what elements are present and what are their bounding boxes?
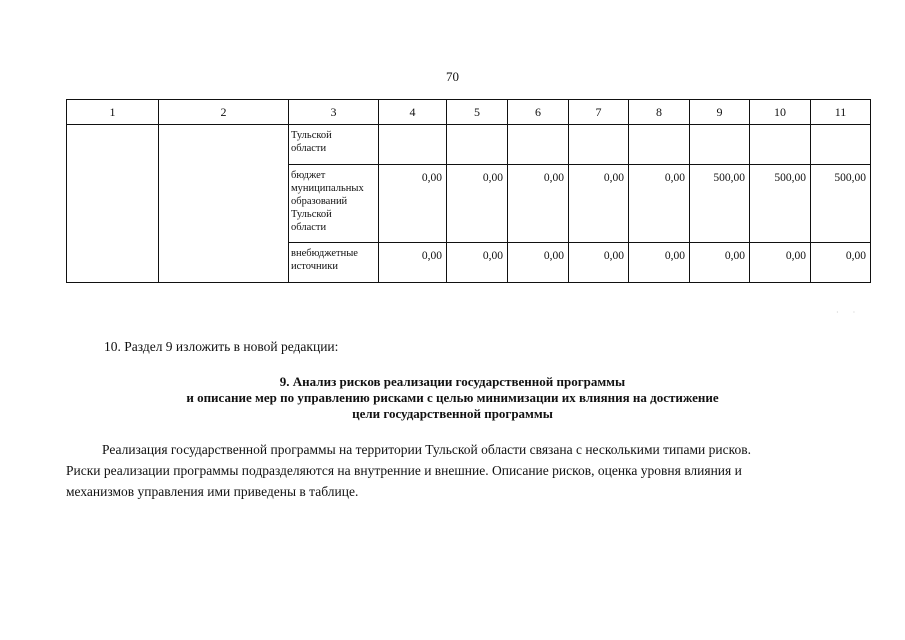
- value-cell: 0,00: [629, 243, 690, 283]
- amendment-instruction: 10. Раздел 9 изложить в новой редакции:: [104, 339, 339, 354]
- value-cell: 0,00: [629, 165, 690, 243]
- section-heading: [0, 374, 905, 422]
- paragraph-line: Реализация государственной программы на территории Тульской области связана с несколькими типами рисков.: [102, 442, 751, 457]
- source-line: области: [291, 143, 327, 154]
- scan-artifact: · ·: [836, 308, 862, 317]
- source-line: бюджет: [291, 170, 326, 181]
- value-cell: [629, 125, 690, 165]
- value-cell: 0,00: [750, 243, 811, 283]
- value-cell: 500,00: [811, 165, 871, 243]
- value-cell: [750, 125, 811, 165]
- heading-line: цели государственной программы: [352, 406, 553, 421]
- value-cell: 0,00: [508, 165, 569, 243]
- column-header: 10: [750, 100, 811, 125]
- page-number: 70: [446, 69, 459, 84]
- column-header: 7: [569, 100, 629, 125]
- value-cell: 0,00: [508, 243, 569, 283]
- column-header: 4: [379, 100, 447, 125]
- column-header: 5: [447, 100, 508, 125]
- merged-cell-col-1: [67, 125, 159, 283]
- heading-line: и описание мер по управлению рисками с целью минимизации их влияния на достижение: [186, 390, 719, 405]
- source-line: внебюджетные: [291, 248, 358, 259]
- merged-cell-col-2: [159, 125, 289, 283]
- value-cell: 500,00: [690, 165, 750, 243]
- column-header: 1: [67, 100, 159, 125]
- value-cell: 0,00: [379, 243, 447, 283]
- value-cell: [447, 125, 508, 165]
- funding-source-cell: [289, 125, 379, 165]
- source-line: муниципальных: [291, 183, 364, 194]
- value-cell: 0,00: [690, 243, 750, 283]
- budget-table: [66, 99, 871, 283]
- value-cell: 0,00: [379, 165, 447, 243]
- funding-source-cell: [289, 165, 379, 243]
- value-cell: 0,00: [569, 165, 629, 243]
- source-line: источники: [291, 261, 338, 272]
- column-header: 2: [159, 100, 289, 125]
- value-cell: [508, 125, 569, 165]
- value-cell: 0,00: [811, 243, 871, 283]
- column-header: 8: [629, 100, 690, 125]
- value-cell: 0,00: [569, 243, 629, 283]
- value-cell: 0,00: [447, 243, 508, 283]
- column-header: 11: [811, 100, 871, 125]
- value-cell: [569, 125, 629, 165]
- column-header: 6: [508, 100, 569, 125]
- source-line: образований: [291, 196, 348, 207]
- source-line: области: [291, 222, 327, 233]
- value-cell: [379, 125, 447, 165]
- heading-line: 9. Анализ рисков реализации государственной программы: [279, 374, 626, 389]
- source-line: Тульской: [291, 209, 332, 220]
- table-header-row: [67, 100, 871, 125]
- source-line: Тульской: [291, 130, 332, 141]
- funding-source-cell: [289, 243, 379, 283]
- value-cell: [690, 125, 750, 165]
- value-cell: 0,00: [447, 165, 508, 243]
- column-header: 9: [690, 100, 750, 125]
- body-paragraph: [66, 439, 856, 502]
- paragraph-line: механизмов управления ими приведены в таблице.: [66, 484, 359, 499]
- paragraph-line: Риски реализации программы подразделяются на внутренние и внешние. Описание рисков, оценка уровня влияния и: [66, 463, 742, 478]
- value-cell: [811, 125, 871, 165]
- table-row: [67, 125, 871, 165]
- column-header: 3: [289, 100, 379, 125]
- value-cell: 500,00: [750, 165, 811, 243]
